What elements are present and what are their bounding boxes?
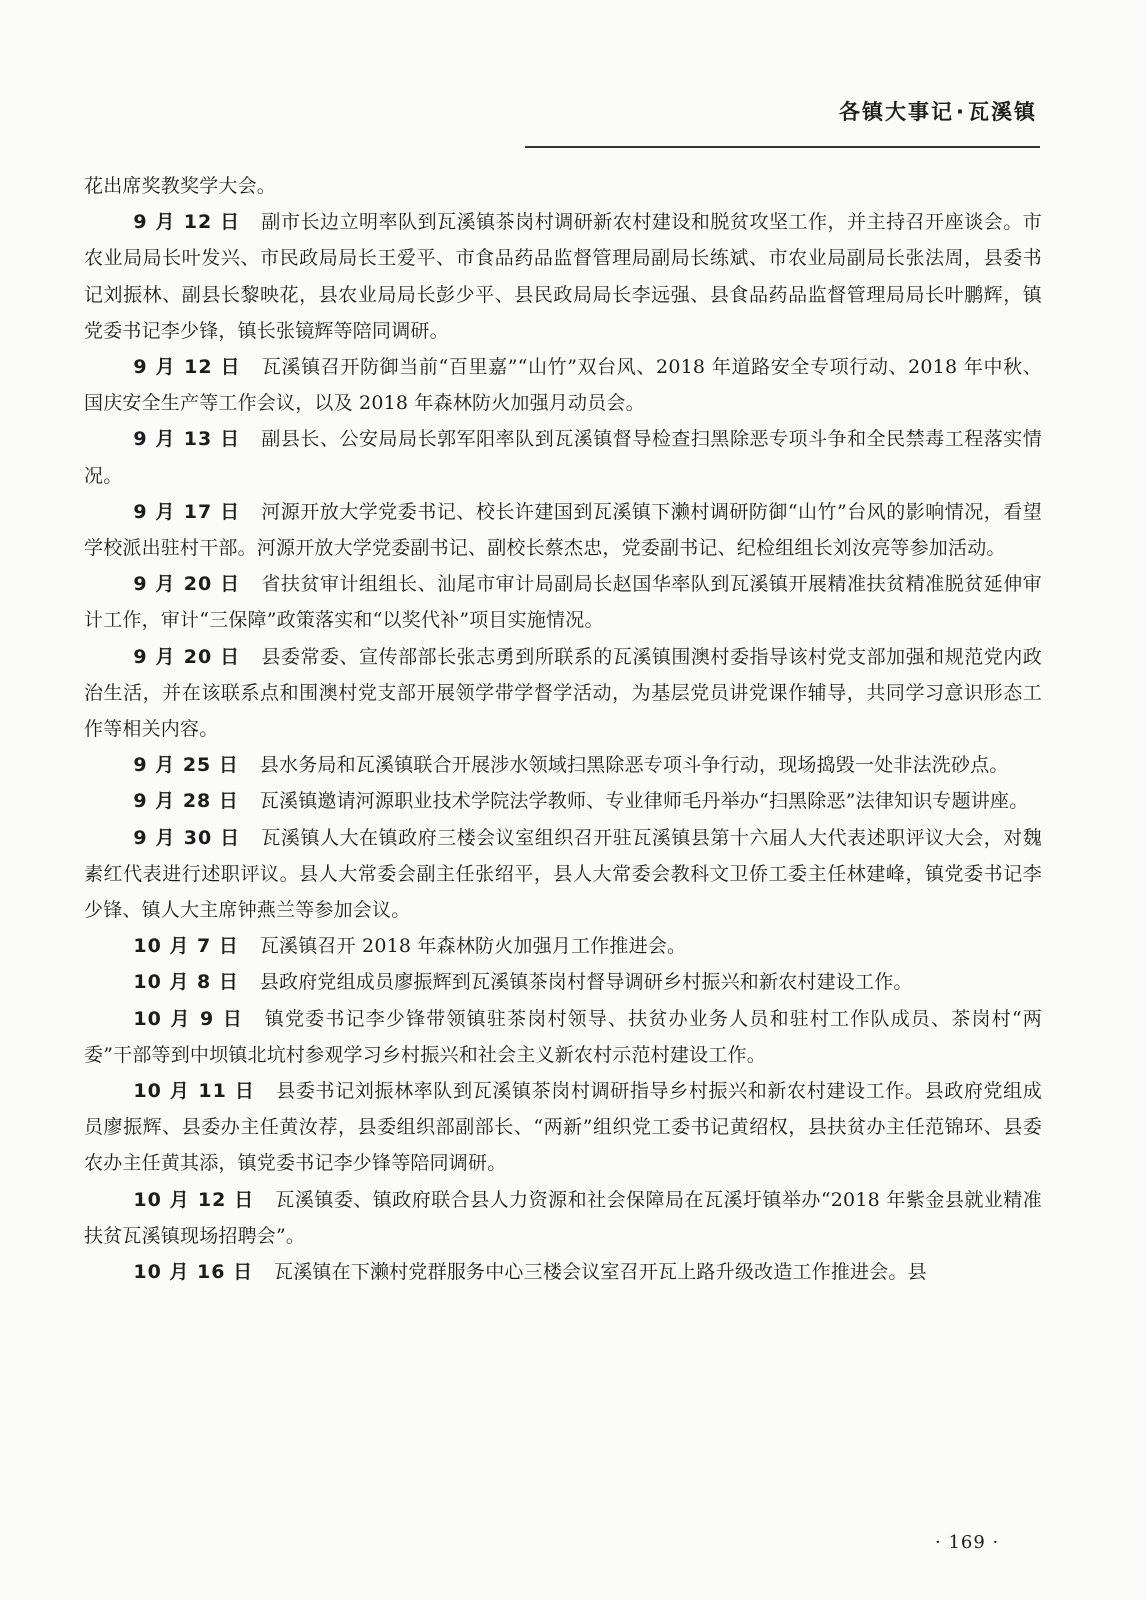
chronicle-entry: [84, 204, 1042, 349]
entry-text: 省扶贫审计组组长、汕尾市审计局副局长赵国华率队到瓦溪镇开展精准扶贫精准脱贫延伸审计工作，审计“三保障”政策落实和“以奖代补”项目实施情况。: [84, 573, 1042, 632]
chronicle-entry: [84, 494, 1042, 566]
entry-date: 9 月 20 日: [133, 573, 241, 596]
entry-date: 10 月 11 日: [133, 1080, 256, 1103]
entry-date: 9 月 12 日: [133, 211, 241, 234]
entry-text: 瓦溪镇邀请河源职业技术学院法学教师、专业律师毛丹举办“扫黑除恶”法律知识专题讲座。: [259, 790, 1029, 813]
entry-text: 瓦溪镇召开防御当前“百里嘉”“山竹”双台风、2018 年道路安全专项行动、2018 年中秋、国庆安全生产等工作会议，以及 2018 年森林防火加强月动员会。: [84, 356, 1042, 415]
chronicle-entry: [84, 639, 1042, 748]
running-header: [839, 96, 1037, 126]
entry-text: 瓦溪镇委、镇政府联合县人力资源和社会保障局在瓦溪圩镇举办“2018 年紫金县就业精准扶贫瓦溪镇现场招聘会”。: [84, 1188, 1042, 1247]
entry-date: 10 月 7 日: [133, 935, 239, 958]
chronicle-entry: [84, 1073, 1042, 1182]
entry-text: 镇党委书记李少锋带领镇驻茶岗村领导、扶贫办业务人员和驻村工作队成员、茶岗村“两委”干部等到中坝镇北坑村参观学习乡村振兴和社会主义新农村示范村建设工作。: [84, 1007, 1042, 1066]
chronicle-body: [84, 168, 1042, 1290]
entry-text: 县委书记刘振林率队到瓦溪镇茶岗村调研指导乡村振兴和新农村建设工作。县政府党组成员廖振辉、县委办主任黄汝荐，县委组织部副部长、“两新”组织党工委书记黄绍权，县扶贫办主任范锦环、县委农办主任黄其添，镇党委书记李少锋等陪同调研。: [84, 1080, 1042, 1175]
entry-text: 瓦溪镇在下濑村党群服务中心三楼会议室召开瓦上路升级改造工作推进会。县: [274, 1261, 927, 1284]
chronicle-entry: [84, 1254, 1042, 1290]
entry-date: 10 月 8 日: [133, 971, 239, 994]
entry-date: 10 月 16 日: [133, 1261, 254, 1284]
entry-date: 9 月 25 日: [133, 754, 239, 777]
entry-date: 9 月 30 日: [133, 826, 241, 849]
chronicle-entry: [84, 820, 1042, 929]
entry-text: 副市长边立明率队到瓦溪镇茶岗村调研新农村建设和脱贫攻坚工作，并主持召开座谈会。市农业局局长叶发兴、市民政局局长王爱平、市食品药品监督管理局副局长练斌、市农业局副局长张法周，县委书记刘振林、副县长黎映花，县农业局局长彭少平、县民政局局长李远强、县食品药品监督管理局局长叶鹏辉，镇党委书记李少锋，镇长张镜辉等陪同调研。: [84, 211, 1042, 342]
chronicle-entry: [84, 747, 1042, 783]
entry-list: [84, 204, 1042, 1290]
chronicle-entry: [84, 349, 1042, 421]
page-number: · 169 ·: [935, 1532, 1000, 1553]
header-rule: [525, 146, 1040, 148]
entry-date: 10 月 9 日: [133, 1007, 244, 1030]
entry-date: 9 月 20 日: [133, 645, 241, 668]
chronicle-entry: [84, 1001, 1042, 1073]
header-separator: ·: [956, 100, 966, 124]
entry-date: 9 月 12 日: [133, 356, 242, 379]
entry-text: 瓦溪镇召开 2018 年森林防火加强月工作推进会。: [259, 935, 687, 958]
header-section: 各镇大事记: [839, 100, 955, 124]
entry-date: 9 月 17 日: [133, 500, 241, 523]
entry-text: 副县长、公安局局长郭军阳率队到瓦溪镇督导检查扫黑除恶专项斗争和全民禁毒工程落实情况。: [84, 428, 1042, 487]
entry-date: 9 月 28 日: [133, 790, 239, 813]
entry-text: 河源开放大学党委书记、校长许建国到瓦溪镇下濑村调研防御“山竹”台风的影响情况，看望学校派出驻村干部。河源开放大学党委副书记、副校长蔡杰忠，党委副书记、纪检组组长刘汝亮等参加活动。: [84, 500, 1042, 560]
continuation-paragraph: 花出席奖教奖学大会。: [84, 175, 277, 197]
entry-date: 9 月 13 日: [133, 428, 241, 451]
chronicle-entry: [84, 1182, 1042, 1254]
chronicle-entry: [84, 928, 1042, 964]
entry-text: 县委常委、宣传部部长张志勇到所联系的瓦溪镇围澳村委指导该村党支部加强和规范党内政治生活，并在该联系点和围澳村党支部开展领学带学督学活动，为基层党员讲党课作辅导，共同学习意识形态工作等相关内容。: [84, 645, 1042, 741]
chronicle-entry: [84, 964, 1042, 1000]
chronicle-entry: [84, 421, 1042, 493]
entry-text: 瓦溪镇人大在镇政府三楼会议室组织召开驻瓦溪镇县第十六届人大代表述职评议大会，对魏素红代表进行述职评议。县人大常委会副主任张绍平，县人大常委会教科文卫侨工委主任林建峰，镇党委书记李少锋、镇人大主席钟燕兰等参加会议。: [84, 826, 1042, 922]
entry-text: 县政府党组成员廖振辉到瓦溪镇茶岗村督导调研乡村振兴和新农村建设工作。: [259, 971, 913, 994]
entry-text: 县水务局和瓦溪镇联合开展涉水领域扫黑除恶专项斗争行动，现场捣毁一处非法洗砂点。: [259, 754, 1009, 777]
chronicle-entry: [84, 566, 1042, 638]
header-town: 瓦溪镇: [968, 100, 1037, 124]
chronicle-entry: [84, 783, 1042, 819]
entry-date: 10 月 12 日: [133, 1188, 255, 1211]
